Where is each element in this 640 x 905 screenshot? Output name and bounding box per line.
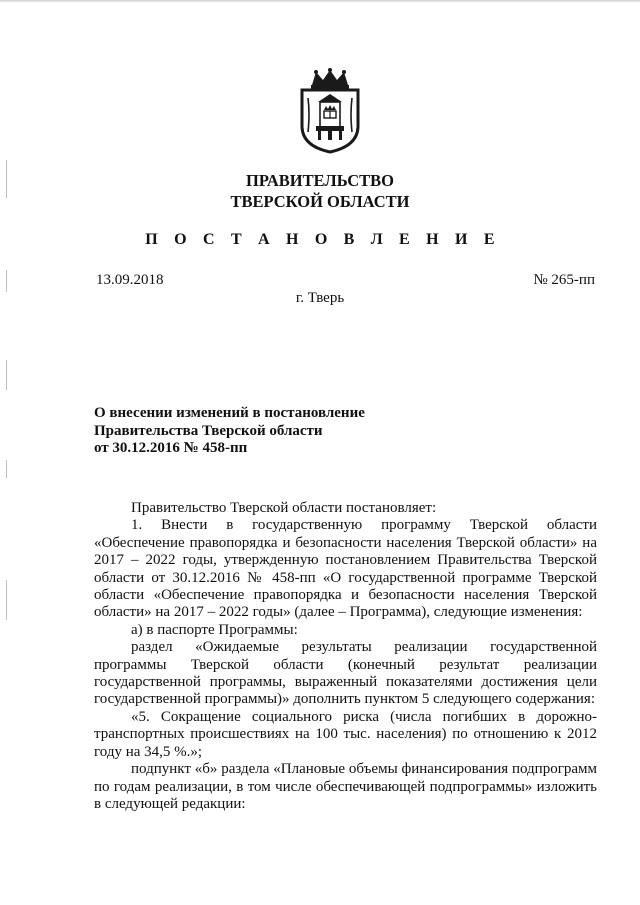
decree-subject (94, 405, 365, 458)
decree-number: № 265-пп (533, 272, 595, 288)
body-paragraph-subpoint-b: подпункт «б» раздела «Плановые объемы финансирования подпрограмм по годам реализации, в том числе обеспечивающей подпрограммы» изложить в следующей редакции: (94, 761, 597, 812)
decree-city: г. Тверь (295, 290, 345, 306)
government-title-line2: ТВЕРСКОЙ ОБЛАСТИ (230, 192, 410, 211)
decree-date: 13.09.2018 (96, 272, 164, 288)
coat-of-arms-icon (296, 68, 364, 154)
body-paragraph-point-5: «5. Сокращение социального риска (числа погибших в дорожно-транспортных происшествиях на 100 тыс. населения) по отношению к 2012 году на 34,5 %.»; (94, 708, 597, 760)
scan-top-edge (0, 0, 640, 3)
decree-body (94, 500, 597, 813)
government-title (0, 170, 640, 212)
subject-line2: Правительства Тверской области (94, 422, 323, 439)
body-paragraph-subitem-a: а) в паспорте Программы: (131, 621, 298, 638)
subject-line1: О внесении изменений в постановление (94, 405, 365, 421)
subject-line3: от 30.12.2016 № 458-пп (94, 440, 248, 456)
body-paragraph-section: раздел «Ожидаемые результаты реализации государственной программы Тверской области (конечный результат реализации государственной программы, выраженный показателями достижения цели государственной программы)» дополнить пунктом 5 следующего содержания: (94, 639, 597, 708)
government-title-line1: ПРАВИТЕЛЬСТВО (246, 171, 394, 190)
document-type: П О С Т А Н О В Л Е Н И Е (145, 231, 501, 248)
body-paragraph-preamble: Правительство Тверской области постановляет: (131, 500, 437, 516)
body-paragraph-item-1: 1. Внести в государственную программу Тверской области «Обеспечение правопорядка и безопасности населения Тверской области» на 2017 – 2022 годы, утвержденную постановлением Правительства Тверской области от 30.12.2016 № 458-пп «О государственной программе Тверской области «Обеспечение правопорядка и безопасности населения Тверской области» на 2017 – 2022 годы» (далее – Программа), следующие изменения: (94, 517, 597, 621)
